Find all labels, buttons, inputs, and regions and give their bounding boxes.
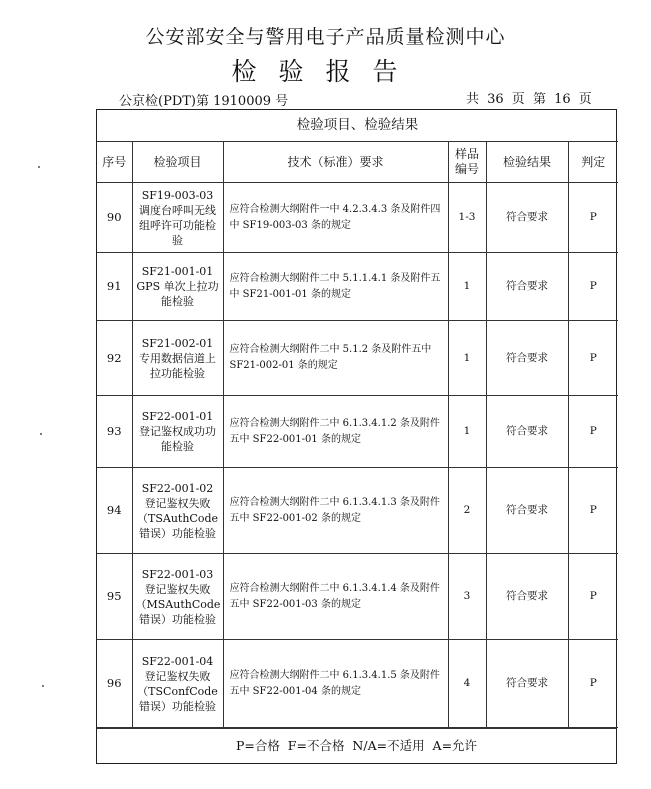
section-title-row <box>97 110 618 142</box>
row-verdict: P <box>568 183 618 253</box>
table-row <box>97 554 618 640</box>
row-result: 符合要求 <box>486 396 568 468</box>
row-item: SF22-001-01 登记鉴权成功功能检验 <box>132 396 223 468</box>
table-row <box>97 468 618 554</box>
row-verdict: P <box>568 396 618 468</box>
scan-dot <box>42 685 44 687</box>
row-requirement: 应符合检测大纲附件二中 6.1.3.4.1.4 条及附件五中 SF22-001-03 条的规定 <box>223 554 448 640</box>
row-verdict: P <box>568 321 618 396</box>
row-sample: 1 <box>448 396 486 468</box>
column-header-item: 检验项目 <box>132 142 223 183</box>
row-no: 95 <box>97 554 132 640</box>
row-item: SF22-001-02 登记鉴权失败（TSAuthCode 错误）功能检验 <box>132 468 223 554</box>
row-verdict: P <box>568 253 618 321</box>
column-header-row <box>97 142 618 183</box>
row-item: SF21-001-01 GPS 单次上拉功能检验 <box>132 253 223 321</box>
row-item: SF22-001-03 登记鉴权失败（MSAuthCode 错误）功能检验 <box>132 554 223 640</box>
row-no: 96 <box>97 640 132 728</box>
row-verdict: P <box>568 468 618 554</box>
row-result: 符合要求 <box>486 640 568 728</box>
row-no: 90 <box>97 183 132 253</box>
row-result: 符合要求 <box>486 554 568 640</box>
row-result: 符合要求 <box>486 468 568 554</box>
row-sample: 3 <box>448 554 486 640</box>
row-no: 93 <box>97 396 132 468</box>
row-verdict: P <box>568 640 618 728</box>
column-header-result: 检验结果 <box>486 142 568 183</box>
row-no: 91 <box>97 253 132 321</box>
row-requirement: 应符合检测大纲附件二中 6.1.3.4.1.3 条及附件五中 SF22-001-02 条的规定 <box>223 468 448 554</box>
table-row <box>97 321 618 396</box>
verdict-legend: P=合格 F=不合格 N/A=不适用 A=允许 <box>97 728 616 763</box>
row-verdict: P <box>568 554 618 640</box>
column-header-no: 序号 <box>97 142 132 183</box>
row-sample: 1 <box>448 321 486 396</box>
row-requirement: 应符合检测大纲附件二中 6.1.3.4.1.5 条及附件五中 SF22-001-04 条的规定 <box>223 640 448 728</box>
row-item: SF21-002-01 专用数据信道上拉功能检验 <box>132 321 223 396</box>
section-title: 检验项目、检验结果 <box>97 110 618 142</box>
row-no: 92 <box>97 321 132 396</box>
page-indicator: 共 36 页 第 16 页 <box>466 92 592 107</box>
row-sample: 2 <box>448 468 486 554</box>
table-row <box>97 183 618 253</box>
row-requirement: 应符合检测大纲附件二中 5.1.1.4.1 条及附件五中 SF21-001-01 条的规定 <box>223 253 448 321</box>
scan-dot <box>40 433 42 435</box>
row-sample: 4 <box>448 640 486 728</box>
row-requirement: 应符合检测大纲附件二中 6.1.3.4.1.2 条及附件五中 SF22-001-01 条的规定 <box>223 396 448 468</box>
table-row <box>97 253 618 321</box>
row-result: 符合要求 <box>486 183 568 253</box>
scan-dot <box>38 166 40 168</box>
table-row <box>97 396 618 468</box>
organization-name: 公安部安全与警用电子产品质量检测中心 <box>145 26 506 48</box>
column-header-requirement: 技术（标准）要求 <box>223 142 448 183</box>
results-table <box>97 110 618 728</box>
table-row <box>97 640 618 728</box>
results-table-frame <box>96 109 617 764</box>
column-header-verdict: 判定 <box>568 142 618 183</box>
row-item: SF19-003-03 调度台呼叫无线组呼许可功能检验 <box>132 183 223 253</box>
row-result: 符合要求 <box>486 253 568 321</box>
row-result: 符合要求 <box>486 321 568 396</box>
row-sample: 1-3 <box>448 183 486 253</box>
column-header-sample: 样品编号 <box>448 142 486 183</box>
row-requirement: 应符合检测大纲附件一中 4.2.3.4.3 条及附件四中 SF19-003-03 条的规定 <box>223 183 448 253</box>
row-sample: 1 <box>448 253 486 321</box>
row-item: SF22-001-04 登记鉴权失败（TSConfCode 错误）功能检验 <box>132 640 223 728</box>
report-number: 公京检(PDT)第 1910009 号 <box>119 94 289 109</box>
report-title: 检验报告 <box>231 57 420 86</box>
row-no: 94 <box>97 468 132 554</box>
row-requirement: 应符合检测大纲附件二中 5.1.2 条及附件五中 SF21-002-01 条的规定 <box>223 321 448 396</box>
